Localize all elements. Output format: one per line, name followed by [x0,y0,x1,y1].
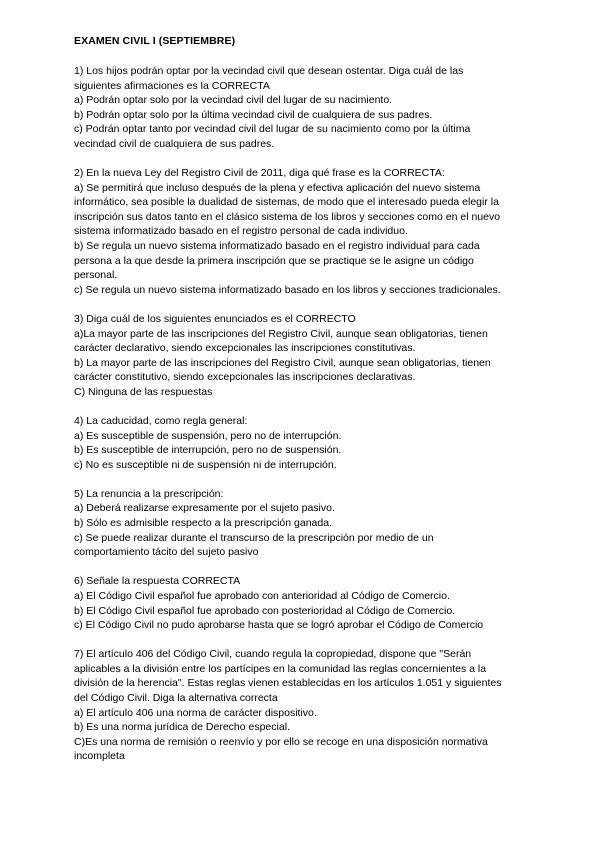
answer-option: persona a la que desde la primera inscripción que se practique se le asigne un código [74,254,474,267]
answer-option: informático, sea posible la dualidad de sistemas, de modo que el interesado pueda elegir la [74,196,499,209]
answer-option: b) La mayor parte de las inscripciones del Registro Civil, aunque sean obligatorias, tienen [74,356,491,369]
question-line: 6) Señale la respuesta CORRECTA [74,575,241,588]
answer-option: b) El Código Civil español fue aprobado con posterioridad al Código de Comercio. [74,604,456,617]
answer-option: a) Es susceptible de suspensión, pero no de interrupción. [74,429,342,442]
question-2 [74,166,560,297]
answer-option: b) Podrán optar solo por la última vecindad civil de cualquiera de sus padres. [74,108,433,121]
answer-option: carácter constitutivo, siendo excepcionales las inscripciones declarativas. [74,371,416,384]
answer-option: a) El artículo 406 una norma de carácter dispositivo. [74,706,317,719]
question-1 [74,64,560,152]
answer-option: b) Se regula un nuevo sistema informatizado basado en el registro individual para cada [74,240,480,253]
question-line: 1) Los hijos podrán optar por la vecindad civil que desean ostentar. Diga cuál de las [74,65,464,77]
answer-option: a) Podrán optar solo por la vecindad civil del lugar de su nacimiento. [74,94,393,107]
question-line: 5) La renuncia a la prescripción: [74,487,224,500]
answer-option: a)La mayor parte de las inscripciones del Registro Civil, aunque sean obligatorias, tienen [74,327,488,340]
question-5 [74,487,560,560]
answer-option: sistema informatizado basado en el registro personal de cada individuo. [74,225,408,238]
answer-option: incompleta [74,750,125,763]
question-line: del Código Civil. Diga la alternativa correcta [74,691,278,704]
answer-option: c) No es susceptible ni de suspensión ni de interrupción. [74,458,337,471]
answer-option: c) El Código Civil no pudo aprobarse hasta que se logró aprobar el Código de Comercio [74,619,484,632]
answer-option: a) Deberá realizarse expresamente por el sujeto pasivo. [74,502,335,515]
question-line: 4) La caducidad, como regla general: [74,414,248,427]
question-line: aplicables a la división entre los partícipes en la comunidad las reglas concernientes a la [74,662,487,675]
question-7 [74,647,560,764]
answer-option: c) Podrán optar tanto por vecindad civil del lugar de su nacimiento como por la última [74,123,471,136]
answer-option: personal. [74,269,118,282]
answer-option: c) Se regula un nuevo sistema informatizado basado en los libros y secciones tradicionales. [74,283,501,296]
answer-option: c) Se puede realizar durante el transcurso de la prescripción por medio de un [74,531,434,544]
answer-option: comportamiento tácito del sujeto pasivo [74,546,259,559]
answer-option: inscripción sus datos tanto en el clásico sistema de los libros y secciones como en el nuevo [74,210,501,223]
question-line: siguientes afirmaciones es la CORRECTA [74,79,270,92]
question-line: división de la herencia". Estas reglas vienen establecidas en los artículos 1.051 y siguientes [74,677,502,690]
answer-option: vecindad civil de cualquiera de sus padres. [74,137,275,150]
question-line: 7) El artículo 406 del Código Civil, cuando regula la copropiedad, dispone que "Serán [74,648,472,661]
answer-option: C)Es una norma de remisión o reenvío y por ello se recoge en una disposición normativa [74,735,488,748]
question-4 [74,414,560,472]
answer-option: b) Sólo es admisible respecto a la prescripción ganada. [74,517,332,530]
answer-option: a) El Código Civil español fue aprobado con anterioridad al Código de Comercio. [74,589,450,602]
question-line: 3) Diga cuál de los siguientes enunciados es el CORRECTO [74,312,356,325]
question-6 [74,574,560,632]
answer-option: b) Es una norma jurídica de Derecho especial. [74,721,290,734]
answer-option: b) Es susceptible de interrupción, pero no de suspensión. [74,444,342,457]
question-3 [74,312,560,400]
answer-option: carácter declarativo, siendo excepcionales las inscripciones constitutivas. [74,342,416,355]
question-line: 2) En la nueva Ley del Registro Civil de 2011, diga qué frase es la CORRECTA: [74,167,445,180]
answer-option: a) Se permitirá que incluso después de la plena y efectiva aplicación del nuevo sistema [74,181,481,194]
exam-title: EXAMEN CIVIL I (SEPTIEMBRE) [74,35,236,47]
answer-option: C) Ninguna de las respuestas [74,385,213,398]
